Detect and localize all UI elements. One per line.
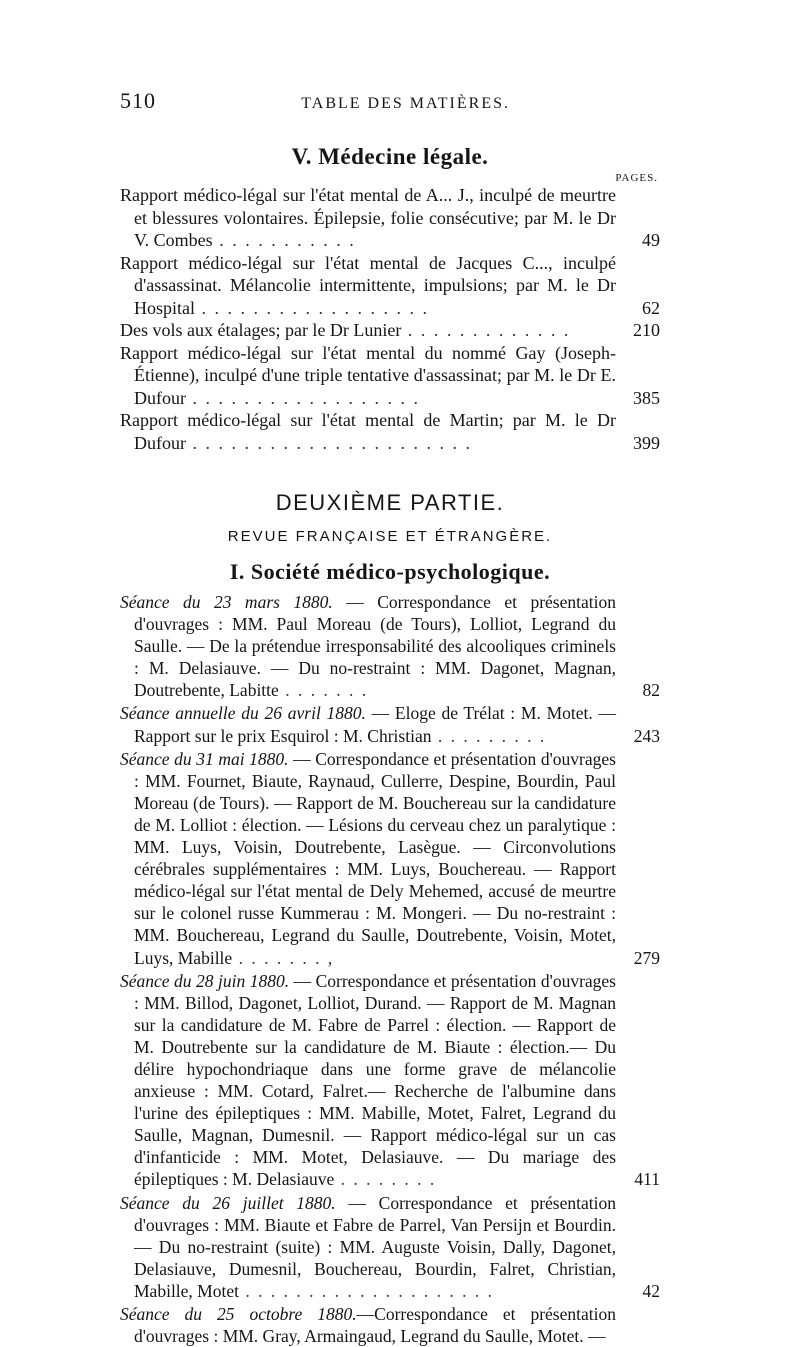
toc-entry[interactable]: Rapport médico-légal sur l'état mental du nommé Gay (Joseph-Étienne), inculpé d'une triple tentative d'assassinat; par M. le Dr E. Dufour . . . . . . . . . . . . . . . . . . 385 bbox=[120, 342, 660, 408]
entry-text: Rapport médico-légal sur l'état mental de Martin; par M. le Dr Dufour bbox=[120, 410, 616, 453]
section-v-heading: V. Médecine légale. bbox=[291, 144, 489, 169]
entry-page: 243 bbox=[633, 725, 660, 746]
part-subtitle: REVUE FRANÇAISE ET ÉTRANGÈRE. bbox=[227, 528, 553, 545]
seance-date: Séance du 25 octobre 1880. bbox=[120, 1304, 357, 1324]
seance-entry[interactable] bbox=[120, 1303, 660, 1347]
entry-text: — Eloge de Trélat : M. Motet. — Rapport sur le prix Esquirol : M. Christian bbox=[134, 703, 616, 746]
running-title: TABLE DES MATIÈRES. bbox=[301, 95, 510, 112]
entry-text: Rapport médico-légal sur l'état mental du nommé Gay (Joseph-Étienne), inculpé d'une triple tentative d'assassinat; par M. le Dr E. Dufour bbox=[120, 342, 616, 408]
entry-text: Rapport médico-légal sur l'état mental de Jacques C..., inculpé d'assassinat. Mélancolie intermittente, impulsions; par M. le Dr Hospital bbox=[120, 252, 616, 318]
entry-page: 385 bbox=[633, 387, 660, 408]
seance-entry[interactable]: Séance du 23 mars 1880. — Correspondance et présentation d'ouvrages : MM. Paul Moreau (de Tours), Lolliot, Legrand du Saulle. — De la prétendue irresponsabilité des alcooliques criminels : M. Delasiauve. — Du no-restraint : MM. Dagonet, Magnan, Doutrebente, Labitte . . . . . . . 82 bbox=[120, 592, 660, 701]
running-head bbox=[120, 88, 660, 114]
book-page bbox=[120, 88, 660, 1347]
toc-entry[interactable]: Des vols aux étalages; par le Dr Lunier . . . . . . . . . . . . . 210 bbox=[120, 320, 660, 340]
seance-entry[interactable]: Séance du 31 mai 1880. — Correspondance et présentation d'ouvrages : MM. Fournet, Biaute, Raynaud, Cullerre, Despine, Bourdin, Paul Moreau (de Tours). — Rapport de M. Bouchereau sur la candidature de M. Lolliot : élection. — Lésions du cerveau chez un paralytique : MM. Luys, Voisin, Doutrebente, Lasègue. — Circonvolutions cérébrales supplémentaires : MM. Luys, Bouchereau. — Rapport médico-légal sur l'état mental de Dely Mehemed, accusé de meurtre sur le colonel russe Kummerau : M. Mongeri. — Du no-restraint : MM. Bouchereau, Legrand du Saulle, Doutrebente, Voisin, Motet, Luys, Mabille . . . . . . . , 279 bbox=[120, 748, 660, 968]
toc-entry[interactable]: Rapport médico-légal sur l'état mental de Martin; par M. le Dr Dufour . . . . . . . . . . . . . . . . . . . . . . 399 bbox=[120, 410, 660, 453]
pages-column-label: PAGES. bbox=[615, 172, 658, 184]
entry-text: — Correspondance et présentation d'ouvrages : MM. Biaute et Fabre de Parrel, Van Persijn et Bourdin. — Du no-restraint (suite) : MM. Auguste Voisin, Dally, Dagonet, Delasiauve, Dumesnil, Bouchereau, Bourdin, Falret, Christian, Mabille, Motet bbox=[134, 1192, 616, 1301]
toc-entry[interactable]: Rapport médico-légal sur l'état mental de Jacques C..., inculpé d'assassinat. Mélancolie intermittente, impulsions; par M. le Dr Hospital . . . . . . . . . . . . . . . . . . 62 bbox=[120, 252, 660, 318]
seance-entry[interactable]: Séance du 28 juin 1880. — Correspondance et présentation d'ouvrages : MM. Billod, Dagonet, Lolliot, Durand. — Rapport de M. Magnan sur la candidature de M. Fabre de Parrel : élection. — Rapport de M. Doutrebente sur la candidature de M. Biaute : élection.— Du délire hypochondriaque dans une forme grave de mélancolie anxieuse : MM. Cotard, Falret.— Recherche de l'albumine dans l'urine des épileptiques : MM. Mabille, Motet, Falret, Legrand du Saulle, Magnan, Dumesnil. — Rapport médico-légal sur un cas d'infanticide : MM. Motet, Delasiauve. — Du mariage des épileptiques : M. Delasiauve . . . . . . . . 411 bbox=[120, 970, 660, 1190]
seance-date: Séance du 23 mars 1880. bbox=[120, 592, 333, 612]
toc-entry[interactable]: Rapport médico-légal sur l'état mental de A... J., inculpé de meurtre et blessures volontaires. Épilepsie, folie consécutive; par M. le Dr V. Combes . . . . . . . . . . . 49 bbox=[120, 185, 660, 250]
entry-page: 62 bbox=[642, 297, 660, 318]
seance-date: Séance du 26 juillet 1880. bbox=[120, 1192, 336, 1213]
part-title: DEUXIÈME PARTIE. bbox=[275, 490, 505, 515]
entry-text: — Correspondance et présentation d'ouvrages : MM. Paul Moreau (de Tours), Lolliot, Legrand du Saulle. — De la prétendue irresponsabilité des alcooliques criminels : M. Delasiauve. — Du no-restraint : MM. Dagonet, Magnan, Doutrebente, Labitte bbox=[134, 592, 616, 701]
entry-page: 279 bbox=[633, 947, 660, 968]
entry-text: — Correspondance et présentation d'ouvrages : MM. Fournet, Biaute, Raynaud, Cullerre, Despine, Bourdin, Paul Moreau (de Tours). — Rapport de M. Bouchereau sur la candidature de M. Lolliot : élection. — Lésions du cerveau chez un paralytique : MM. Luys, Voisin, Doutrebente, Lasègue. — Circonvolutions cérébrales supplémentaires : MM. Luys, Bouchereau. — Rapport médico-légal sur l'état mental de Dely Mehemed, accusé de meurtre sur le colonel russe Kummerau : M. Mongeri. — Du no-restraint : MM. Bouchereau, Legrand du Saulle, Doutrebente, Voisin, Motet, Luys, Mabille bbox=[134, 748, 616, 968]
page-number: 510 bbox=[120, 88, 156, 113]
seance-date: Séance du 31 mai 1880. bbox=[120, 748, 289, 769]
seance-entry[interactable]: Séance annuelle du 26 avril 1880. — Eloge de Trélat : M. Motet. — Rapport sur le prix Esquirol : M. Christian . . . . . . . . . 243 bbox=[120, 703, 660, 746]
entry-page: 399 bbox=[633, 432, 660, 453]
entry-page: 49 bbox=[642, 230, 660, 250]
entry-page: 82 bbox=[642, 680, 660, 701]
entry-text: Rapport médico-légal sur l'état mental de A... J., inculpé de meurtre et blessures volontaires. Épilepsie, folie consécutive; par M. le Dr V. Combes bbox=[120, 185, 616, 250]
section-i-entries bbox=[120, 591, 660, 1347]
entry-text: — Correspondance et présentation d'ouvrages : MM. Billod, Dagonet, Lolliot, Durand. — Rapport de M. Magnan sur la candidature de M. Fabre de Parrel : élection. — Rapport de M. Doutrebente sur la candidature de M. Biaute : élection.— Du délire hypochondriaque dans une forme grave de mélancolie anxieuse : MM. Cotard, Falret.— Recherche de l'albumine dans l'urine des épileptiques : MM. Mabille, Motet, Falret, Legrand du Saulle, Magnan, Dumesnil. — Rapport médico-légal sur un cas d'infanticide : MM. Motet, Delasiauve. — Du mariage des épileptiques : M. Delasiauve bbox=[134, 970, 616, 1190]
entry-text: —Correspondance et présentation d'ouvrages : MM. Gray, Armaingaud, Legrand du Saulle, Motet. — bbox=[134, 1304, 616, 1347]
section-v-entries bbox=[120, 184, 660, 454]
seance-date: Séance du 28 juin 1880. bbox=[120, 970, 290, 991]
entry-page: 42 bbox=[642, 1280, 660, 1301]
entry-text: Des vols aux étalages; par le Dr Lunier bbox=[120, 320, 402, 340]
entry-page: 210 bbox=[633, 320, 660, 340]
entry-page: 411 bbox=[634, 1169, 660, 1190]
seance-date: Séance annuelle du 26 avril 1880. bbox=[120, 703, 366, 724]
section-i-heading: I. Société médico-psychologique. bbox=[229, 559, 551, 584]
seance-entry[interactable]: Séance du 26 juillet 1880. — Correspondance et présentation d'ouvrages : MM. Biaute et Fabre de Parrel, Van Persijn et Bourdin. — Du no-restraint (suite) : MM. Auguste Voisin, Dally, Dagonet, Delasiauve, Dumesnil, Bouchereau, Bourdin, Falret, Christian, Mabille, Motet . . . . . . . . . . . . . . . . . . . . 42 bbox=[120, 1192, 660, 1301]
